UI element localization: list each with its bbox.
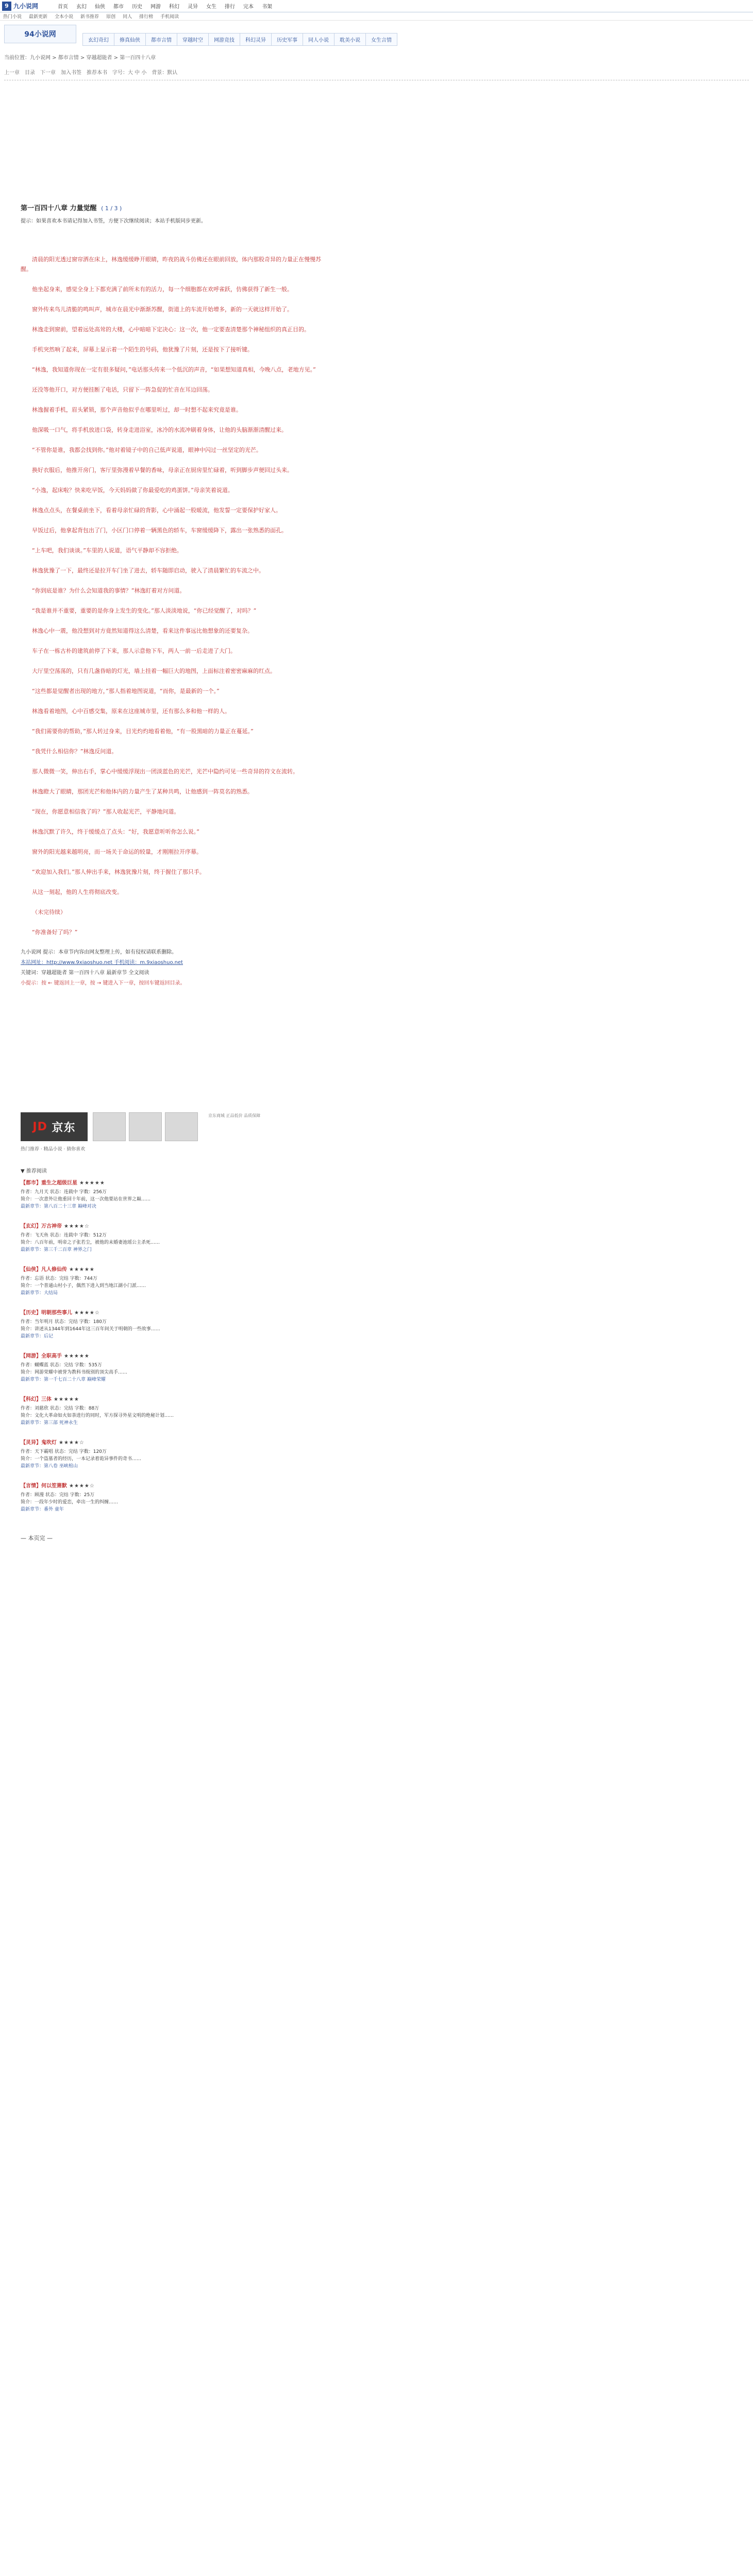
- chapter-paragraph: 林逸看着地图，心中百感交集，原来在这座城市里，还有那么多和他一样的人。: [32, 708, 230, 715]
- category-item[interactable]: 穿越时空: [177, 33, 209, 45]
- chapter-paragraph: “现在，你愿意相信我了吗？”那人收起光芒，平静地问道。: [32, 808, 180, 815]
- top-nav: [58, 2, 272, 10]
- chapter-paragraph: 林逸瞪大了眼睛，那团光芒和他体内的力量产生了某种共鸣，让他感到一阵莫名的熟悉。: [32, 788, 253, 795]
- chapter-paragraph: “我们需要你的帮助，”那人转过身来，目光灼灼地看着他，“有一股黑暗的力量正在蔓延。”: [32, 728, 254, 735]
- recommendation-line: 简介：一个盗墓者的经历，一本记录着诡异事件的奇书……: [21, 1456, 142, 1462]
- chapter-paragraph: 从这一刻起，他的人生将彻底改变。: [32, 889, 123, 895]
- rating-stars: ★★★★☆: [69, 1483, 95, 1489]
- chapter-paragraph: “你准备好了吗？”: [32, 929, 78, 936]
- chapter-paragraph: 林逸沉默了许久，终于缓缓点了点头：“好，我愿意听听你怎么说。”: [32, 828, 199, 835]
- recommendation-line: 简介：讲述从1344年到1644年这三百年间关于明朝的一些故事……: [21, 1327, 160, 1332]
- recommendation-item[interactable]: [21, 1351, 330, 1383]
- site-logo[interactable]: [2, 2, 48, 11]
- recommendation-item[interactable]: [21, 1438, 330, 1470]
- chapter-paragraph: 林逸握着手机，眉头紧锁，那个声音他似乎在哪里听过，却一时想不起来究竟是谁。: [32, 406, 242, 413]
- chapter-paragraph: “小逸，起床啦？快来吃早饭，今天妈妈做了你最爱吃的鸡蛋饼。”母亲笑着说道。: [32, 487, 233, 494]
- catalog-button[interactable]: 目录: [25, 70, 35, 76]
- chapter-paragraph: “上车吧，我们谈谈。”车里的人说道，语气平静却不容拒绝。: [32, 547, 182, 554]
- recommendation-title[interactable]: [21, 1481, 330, 1489]
- site-url-link[interactable]: 本站网址：http://www.9xiaoshuo.net 手机阅读：m.9xiaoshuo.net: [21, 960, 183, 965]
- subnav-item[interactable]: 原创: [106, 14, 116, 20]
- recommendation-line: 作者：蝴蝶蓝 状态：完结 字数：535万: [21, 1363, 102, 1368]
- chapter-paragraph: “我是谁并不重要，重要的是你身上发生的变化。”那人淡淡地说，“你已经觉醒了，对吗？”: [32, 607, 257, 614]
- recommendation-title-text: 【仙侠】凡人修仙传: [21, 1267, 67, 1273]
- category-item[interactable]: 耽美小说: [334, 33, 366, 45]
- chapter-paragraph: “我凭什么相信你？”林逸反问道。: [32, 748, 118, 755]
- site-name-box[interactable]: 94小说网: [4, 25, 76, 43]
- jd-logo[interactable]: [21, 1112, 88, 1141]
- sub-nav: [0, 12, 753, 21]
- chapter-paragraph: 窗外传来鸟儿清脆的鸣叫声，城市在晨光中渐渐苏醒，街道上的车流开始增多，新的一天就这样开始了。: [32, 306, 293, 313]
- recommendation-line: 作者：飞天鱼 状态：连载中 字数：512万: [21, 1233, 107, 1238]
- recommendation-line[interactable]: 最新章节：第一千七百二十八章 巅峰荣耀: [21, 1377, 106, 1382]
- chapter-title: [21, 204, 325, 213]
- topnav-item[interactable]: 灵异: [188, 4, 198, 10]
- recommendation-title-text: 【灵异】鬼吹灯: [21, 1440, 57, 1446]
- topnav-item[interactable]: 完本: [243, 4, 254, 10]
- recommendation-line: 简介：一段年少时的爱恋，牵出一生的纠缠……: [21, 1500, 119, 1505]
- subnav-item[interactable]: 同人: [123, 14, 132, 20]
- chapter-paragraph: “林逸，我知道你现在一定有很多疑问，”电话那头传来一个低沉的声音，“如果想知道真相，今晚八点，老地方见。”: [32, 366, 316, 373]
- ad-caption: 热门推荐 · 精品小说 · 猜你喜欢: [21, 1147, 86, 1152]
- recommendation-title[interactable]: [21, 1178, 330, 1186]
- category-item[interactable]: 网游竞技: [209, 33, 240, 45]
- category-item[interactable]: 历史军事: [272, 33, 303, 45]
- chapter-paragraph: 林逸犹豫了一下，最终还是拉开车门坐了进去，轿车随即启动，驶入了清晨繁忙的车流之中。: [32, 567, 264, 574]
- recommendation-line[interactable]: 最新章节：第三千二百章 神界之门: [21, 1247, 92, 1252]
- recommendation-title[interactable]: [21, 1351, 330, 1359]
- recommend-button[interactable]: 推荐本书: [87, 70, 107, 76]
- recommendation-title-text: 【言情】何以笙箫默: [21, 1483, 67, 1489]
- chapter-paragraph: 清晨的阳光透过窗帘洒在床上，林逸缓缓睁开眼睛，昨夜的战斗仿佛还在眼前回放，体内那股奇异的力量正在慢慢苏醒。: [21, 256, 321, 273]
- topnav-item[interactable]: 科幻: [169, 4, 179, 10]
- category-item[interactable]: 同人小说: [303, 33, 334, 45]
- recommendation-title[interactable]: [21, 1395, 330, 1402]
- category-item[interactable]: 女生言情: [366, 33, 397, 45]
- rating-stars: ★★★★★: [69, 1267, 95, 1273]
- chapter-paragraph: 窗外的阳光越来越明亮，而一场关于命运的较量，才刚刚拉开序幕。: [32, 849, 202, 855]
- recommendation-line[interactable]: 最新章节：番外 童年: [21, 1507, 64, 1512]
- recommendation-line: 作者：忘语 状态：完结 字数：744万: [21, 1276, 97, 1281]
- category-item[interactable]: 玄幻奇幻: [83, 33, 114, 45]
- chapter-paragraph: 他深吸一口气，将手机放进口袋，转身走进浴室，冰冷的水流冲刷着身体，让他的头脑渐渐清醒过来。: [32, 427, 287, 433]
- subnav-item[interactable]: 最新更新: [29, 14, 48, 20]
- page-end-mark: — 本页完 —: [21, 1535, 53, 1541]
- logo-text: 九小说网: [13, 3, 39, 10]
- recommendation-item[interactable]: [21, 1222, 330, 1253]
- rating-stars: ★★★★★: [79, 1180, 105, 1186]
- breadcrumb[interactable]: 当前位置：九小说网 > 都市言情 > 穿越超能者 > 第一百四十八章: [4, 55, 156, 61]
- background-control[interactable]: 背景：默认: [152, 70, 178, 76]
- top-bar: [0, 0, 753, 12]
- ad-thumbnail[interactable]: [93, 1112, 126, 1141]
- rating-stars: ★★★★☆: [59, 1440, 85, 1446]
- footer-keywords: 关键词：穿越超能者 第一百四十八章 最新章节 全文阅读: [21, 970, 149, 976]
- chapter-intro: 提示：如果喜欢本书请记得加入书签，方便下次继续阅读；本站手机版同步更新。: [21, 218, 206, 224]
- category-item[interactable]: 科幻灵异: [240, 33, 272, 45]
- ad-thumbnail[interactable]: [129, 1112, 162, 1141]
- recommendation-line[interactable]: 最新章节：第八百二十三章 巅峰对决: [21, 1204, 96, 1209]
- recommendation-list: [21, 1178, 330, 1513]
- topnav-item[interactable]: 历史: [132, 4, 142, 10]
- rating-stars: ★★★★☆: [74, 1310, 100, 1316]
- ad-thumbnails: [93, 1112, 198, 1141]
- recommendation-line: 简介：一次意外让他重回十年前，这一次他要站在世界之巅……: [21, 1197, 151, 1202]
- recommendation-item[interactable]: [21, 1178, 330, 1210]
- recommendation-line: 简介：网游荣耀中被誉为教科书级别的顶尖高手……: [21, 1370, 128, 1375]
- chapter-paragraph: 车子在一栋古朴的建筑前停了下来，那人示意他下车，两人一前一后走进了大门。: [32, 648, 236, 654]
- chapter-paragraph: 早饭过后，他拿起背包出了门，小区门口停着一辆黑色的轿车，车窗缓缓降下，露出一张熟悉的面孔。: [32, 527, 287, 534]
- recommendation-line[interactable]: 最新章节：第八卷 巫峡棺山: [21, 1464, 78, 1469]
- topnav-item[interactable]: 玄幻: [76, 4, 87, 10]
- font-size-control[interactable]: 字号：大 中 小: [112, 70, 147, 76]
- rating-stars: ★★★★★: [54, 1397, 79, 1402]
- category-item[interactable]: 修真仙侠: [114, 33, 146, 45]
- chapter-page-nav[interactable]: ( 1 / 3 ): [101, 205, 122, 212]
- recommendation-line: 作者：顾漫 状态：完结 字数：25万: [21, 1493, 95, 1498]
- chapter-title-text: 第一百四十八章 力量觉醒: [21, 205, 97, 212]
- recommendation-item[interactable]: [21, 1308, 330, 1340]
- topnav-item[interactable]: 都市: [113, 4, 124, 10]
- recommendation-title-text: 【科幻】三体: [21, 1397, 52, 1402]
- rating-stars: ★★★★★: [64, 1353, 90, 1359]
- chapter-paragraph: “你到底是谁？为什么会知道我的事情？”林逸盯着对方问道。: [32, 587, 186, 594]
- jd-logo-cn: 京东: [52, 1121, 76, 1134]
- bookmark-button[interactable]: 加入书签: [61, 70, 81, 76]
- recommendation-line: 作者：当年明月 状态：完结 字数：180万: [21, 1319, 107, 1325]
- category-nav: [82, 33, 397, 46]
- recommendation-line[interactable]: 最新章节：大结局: [21, 1291, 58, 1296]
- recommendation-item[interactable]: [21, 1481, 330, 1513]
- jd-logo-text: JD: [32, 1120, 47, 1133]
- chapter-paragraph: “欢迎加入我们。”那人伸出手来，林逸犹豫片刻，终于握住了那只手。: [32, 869, 205, 875]
- recommendation-line: 简介：八百年前，明帝之子张若尘，被他的未婚妻池瑶公主杀死……: [21, 1240, 160, 1245]
- subnav-item[interactable]: 新书推荐: [80, 14, 99, 20]
- category-item[interactable]: 都市言情: [146, 33, 177, 45]
- next-chapter-button[interactable]: 下一章: [40, 70, 56, 76]
- recommendation-title-text: 【网游】全职高手: [21, 1353, 62, 1359]
- topnav-item[interactable]: 仙侠: [95, 4, 105, 10]
- recommendation-title[interactable]: [21, 1308, 330, 1316]
- recommendation-line: 作者：九月天 状态：连载中 字数：256万: [21, 1190, 107, 1195]
- banner: [0, 21, 753, 46]
- recommendations: [21, 1166, 330, 1513]
- subnav-item[interactable]: 手机阅读: [160, 14, 179, 20]
- chapter-paragraph: 换好衣服后，他推开房门，客厅里弥漫着早餐的香味，母亲正在厨房里忙碌着，听到脚步声便回过头来。: [32, 467, 293, 473]
- prev-chapter-button[interactable]: 上一章: [4, 70, 20, 76]
- chapter-paragraph: 大厅里空荡荡的，只有几盏昏暗的灯光，墙上挂着一幅巨大的地图，上面标注着密密麻麻的红点。: [32, 668, 276, 674]
- recommendation-title[interactable]: [21, 1438, 330, 1446]
- ad-banner[interactable]: [21, 1112, 753, 1141]
- recommendation-line[interactable]: 最新章节：第三部 死神永生: [21, 1420, 78, 1426]
- keyboard-tip: 小提示：按 ← 键返回上一章，按 → 键进入下一章，按回车键返回目录。: [21, 980, 186, 986]
- logo-mark: 9: [2, 2, 11, 11]
- recommendation-line: 作者：天下霸唱 状态：完结 字数：120万: [21, 1449, 107, 1454]
- recommendation-title[interactable]: [21, 1265, 330, 1273]
- recommendation-title-text: 【玄幻】万古神帝: [21, 1224, 62, 1229]
- subnav-item[interactable]: 全本小说: [55, 14, 74, 20]
- chapter-article: [21, 204, 325, 989]
- recommendation-item[interactable]: [21, 1265, 330, 1297]
- recommendation-line: 简介：一个普通山村小子，偶然下进入到当地江湖小门派……: [21, 1283, 146, 1289]
- topnav-item[interactable]: 网游: [150, 4, 161, 10]
- topnav-item[interactable]: 书架: [262, 4, 272, 10]
- chapter-paragraph: （未完待续）: [32, 909, 66, 916]
- rating-stars: ★★★★☆: [64, 1224, 90, 1229]
- recommendations-heading: ▼ 推荐阅读: [21, 1168, 47, 1174]
- topnav-item[interactable]: 排行: [225, 4, 235, 10]
- chapter-paragraph: “不管你是谁，我都会找到你。”他对着镜子中的自己低声说道，眼神中闪过一丝坚定的光芒。: [32, 447, 262, 453]
- chapter-paragraph: 还没等他开口，对方便挂断了电话，只留下一阵急促的忙音在耳边回荡。: [32, 386, 213, 393]
- chapter-paragraph: 林逸点点头，在餐桌前坐下，看着母亲忙碌的背影，心中涌起一股暖流，他发誓一定要保护好家人。: [32, 507, 281, 514]
- recommendation-title-text: 【都市】重生之超级巨星: [21, 1180, 77, 1186]
- chapter-paragraph: “这些都是觉醒者出现的地方，”那人指着地图说道，“而你，是最新的一个。”: [32, 688, 220, 694]
- chapter-body: [21, 255, 325, 937]
- topnav-item[interactable]: 女生: [206, 4, 216, 10]
- chapter-paragraph: 手机突然响了起来，屏幕上显示着一个陌生的号码，他犹豫了片刻，还是按下了接听键。: [32, 346, 253, 353]
- chapter-paragraph: 他坐起身来，感觉全身上下都充满了前所未有的活力，每一个细胞都在欢呼雀跃，仿佛获得了新生一般。: [32, 286, 293, 293]
- subnav-item[interactable]: 热门小说: [3, 14, 22, 20]
- recommendation-line: 简介：文化大革命如火如荼进行的同时，军方探寻外星文明的绝秘计划……: [21, 1413, 174, 1418]
- ad-side-text: 京东商城 正品低价 品质保障: [208, 1113, 261, 1118]
- subnav-item[interactable]: 排行榜: [139, 14, 154, 20]
- recommendation-title[interactable]: [21, 1222, 330, 1229]
- ad-thumbnail[interactable]: [165, 1112, 198, 1141]
- chapter-paragraph: 林逸心中一震，他没想到对方竟然知道得这么清楚，看来这件事远比他想象的还要复杂。: [32, 628, 253, 634]
- recommendation-line: 作者：刘慈欣 状态：完结 字数：88万: [21, 1406, 99, 1411]
- recommendation-line[interactable]: 最新章节：后记: [21, 1334, 54, 1339]
- chapter-footer: [21, 947, 325, 989]
- reader-toolbar: [4, 68, 753, 76]
- recommendation-item[interactable]: [21, 1395, 330, 1427]
- chapter-paragraph: 林逸走到窗前，望着远处高耸的大楼，心中暗暗下定决心：这一次，他一定要查清楚那个神秘组织的真正目的。: [32, 326, 310, 333]
- recommendation-title-text: 【历史】明朝那些事儿: [21, 1310, 72, 1316]
- topnav-item[interactable]: 首页: [58, 4, 68, 10]
- chapter-paragraph: 那人微微一笑，伸出右手，掌心中缓缓浮现出一团淡蓝色的光芒，光芒中隐约可见一些奇异的符文在流转。: [32, 768, 298, 775]
- footer-line: 九小说网 提示：本章节内容由网友整理上传，如有侵权请联系删除。: [21, 950, 177, 955]
